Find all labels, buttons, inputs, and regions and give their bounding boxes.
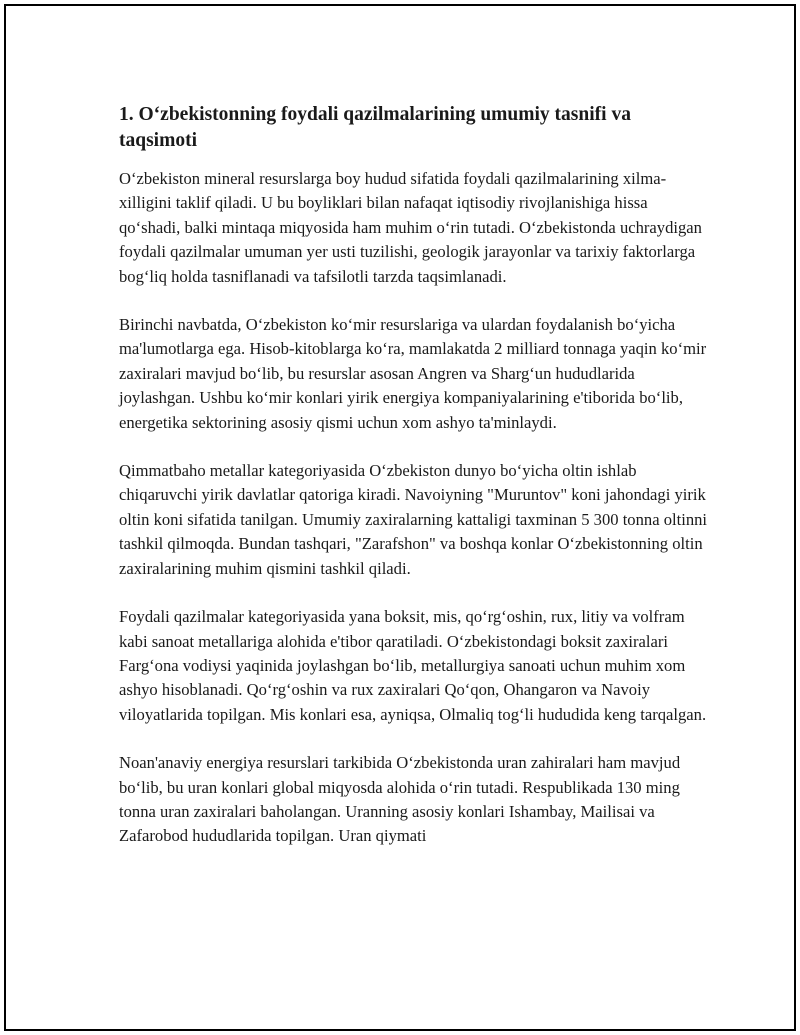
document-body — [119, 102, 709, 873]
section-heading: 1. O‘zbekistonning foydali qazilmalarining umumiy tasnifi va taqsimoti — [119, 104, 631, 151]
paragraph: Noan'anaviy energiya resurslari tarkibida O‘zbekistonda uran zahiralari ham mavjud bo‘lib, bu uran konlari global miqyosda alohida o‘rin tutadi. Respublikada 130 ming tonna uran zaxiralari baholangan. Uranning asosiy konlari Ishambay, Mailisai va Zafarobod hududlarida topilgan. Uran qiymati — [119, 753, 681, 846]
paragraph: Foydali qazilmalar kategoriyasida yana boksit, mis, qo‘rg‘oshin, rux, litiy va volfram kabi sanoat metallariga alohida e'tibor qaratiladi. O‘zbekistondagi boksit zaxiralari Farg‘ona vodiysi yaqinida joylashgan bo‘lib, metallurgiya sanoati uchun muhim xom ashyo hisoblanadi. Qo‘rg‘oshin va rux zaxiralari Qo‘qon, Ohangaron va Navoiy viloyatlarida topilgan. Mis konlari esa, ayniqsa, Olmaliq tog‘li hududida keng tarqalgan. — [119, 607, 707, 724]
page-frame — [4, 4, 796, 1031]
paragraph: Qimmatbaho metallar kategoriyasida O‘zbekiston dunyo bo‘yicha oltin ishlab chiqaruvchi yirik davlatlar qatoriga kiradi. Navoiyning "Muruntov" koni jahondagi yirik oltin koni sifatida tanilgan. Umumiy zaxiralarning kattaligi taxminan 5 300 tonna oltinni tashkil qilmoqda. Bundan tashqari, "Zarafshon" va boshqa konlar O‘zbekistonning oltin zaxiralarining muhim qismini tashkil qiladi. — [119, 461, 708, 578]
paragraph: O‘zbekiston mineral resurslarga boy hudud sifatida foydali qazilmalarining xilma-xilligini taklif qiladi. U bu boyliklari bilan nafaqat iqtisodiy rivojlanishiga hissa qo‘shadi, balki mintaqa miqyosida ham muhim o‘rin tutadi. O‘zbekistonda uchraydigan foydali qazilmalar umuman yer usti tuzilishi, geologik jarayonlar va tarixiy faktorlarga bog‘liq holda tasniflanadi va tafsilotli tarzda taqsimlanadi. — [119, 169, 702, 286]
paragraph: Birinchi navbatda, O‘zbekiston ko‘mir resurslariga va ulardan foydalanish bo‘yicha ma'lumotlarga ega. Hisob-kitoblarga ko‘ra, mamlakatda 2 milliard tonnaga yaqin ko‘mir zaxiralari mavjud bo‘lib, bu resurslar asosan Angren va Sharg‘un hududlarida joylashgan. Ushbu ko‘mir konlari yirik energiya kompaniyalarining e'tiborida bo‘lib, energetika sektorining asosiy qismi uchun xom ashyo ta'minlaydi. — [119, 315, 707, 432]
